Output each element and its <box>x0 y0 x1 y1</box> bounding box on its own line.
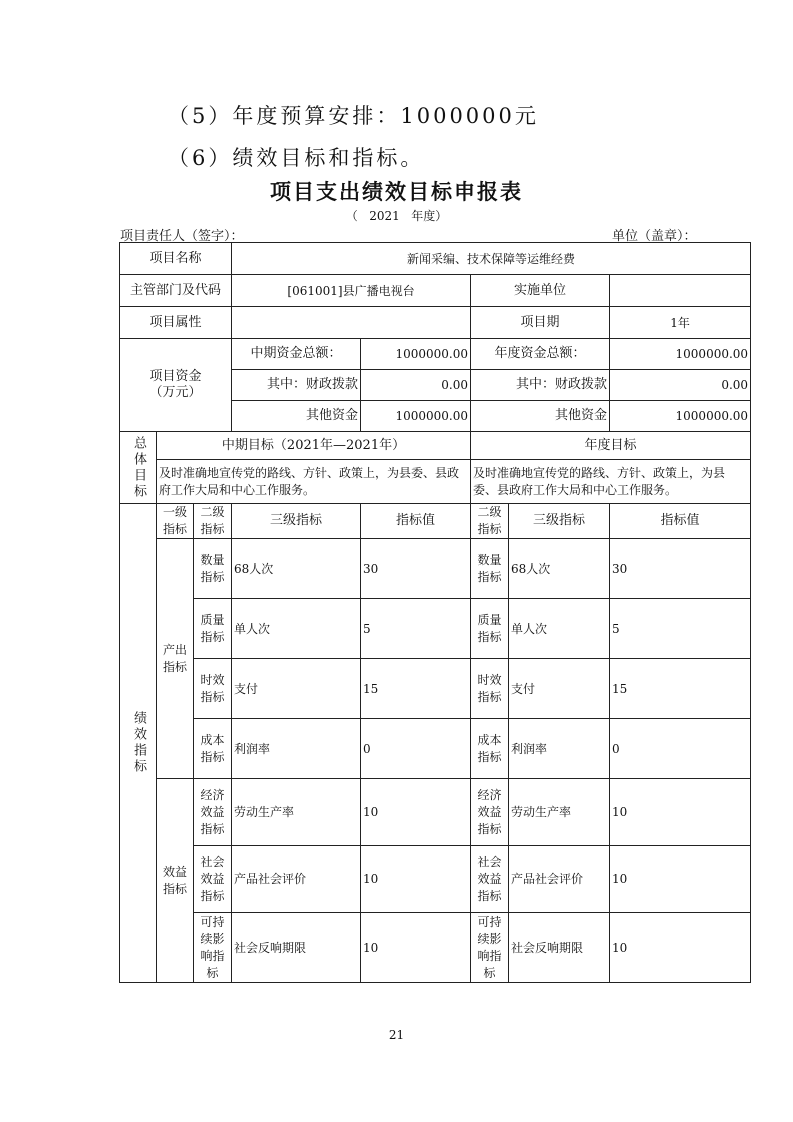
year-total-value: 1000000.00 <box>610 339 751 370</box>
row-l2-year: 成本指标 <box>471 719 509 779</box>
row-value: 0 <box>361 719 471 779</box>
col-l2-header-year: 二级指标 <box>471 504 509 539</box>
row-l2: 时效指标 <box>194 659 232 719</box>
row-l2-year: 时效指标 <box>471 659 509 719</box>
mid-other-label: 其他资金 <box>232 401 361 432</box>
row-l3: 支付 <box>232 659 361 719</box>
row-l3-year: 产品社会评价 <box>509 846 610 913</box>
col-l3-header: 三级指标 <box>232 504 361 539</box>
unit-label: 单位（盖章）： <box>612 229 697 244</box>
period-value: 1年 <box>610 307 751 339</box>
performance-form-table <box>119 242 751 983</box>
year-fiscal-value: 0.00 <box>610 370 751 401</box>
row-l3: 产品社会评价 <box>232 846 361 913</box>
row-value-year: 15 <box>610 659 751 719</box>
col-l1-header: 一级指标 <box>157 504 194 539</box>
row-l3: 68人次 <box>232 539 361 599</box>
row-l2-year: 可持续影响指标 <box>471 913 509 983</box>
row-l3: 利润率 <box>232 719 361 779</box>
perf-indicators-label: 绩效指标 <box>131 711 146 775</box>
attr-value <box>232 307 471 339</box>
row-value-year: 5 <box>610 599 751 659</box>
funds-label: 项目资金 （万元） <box>120 339 232 432</box>
year-other-label: 其他资金 <box>471 401 610 432</box>
mid-total-value: 1000000.00 <box>361 339 471 370</box>
row-l3: 社会反响期限 <box>232 913 361 983</box>
mid-goal-label: 中期目标（2021年—2021年） <box>157 432 471 460</box>
mid-goal-text: 及时准确地宣传党的路线、方针、政策上，为县委、县政府工作大局和中心工作服务。 <box>157 460 471 504</box>
dept-label: 主管部门及代码 <box>120 275 232 307</box>
row-l2: 数量指标 <box>194 539 232 599</box>
row-value: 10 <box>361 779 471 846</box>
year-goal-text: 及时准确地宣传党的路线、方针、政策上，为县委、县政府工作大局和中心工作服务。 <box>471 460 751 504</box>
col-l3-header-year: 三级指标 <box>509 504 610 539</box>
period-label: 项目期 <box>471 307 610 339</box>
row-l3-year: 单人次 <box>509 599 610 659</box>
budget-heading: （5）年度预算安排：1000000元 <box>168 104 539 128</box>
row-l3-year: 利润率 <box>509 719 610 779</box>
row-value: 30 <box>361 539 471 599</box>
row-l3-year: 支付 <box>509 659 610 719</box>
group-output: 产出指标 <box>157 539 194 779</box>
dept-value: [061001]县广播电视台 <box>232 275 471 307</box>
row-value-year: 10 <box>610 913 751 983</box>
group-benefit: 效益指标 <box>157 779 194 983</box>
row-l2: 经济效益指标 <box>194 779 232 846</box>
row-l2-year: 质量指标 <box>471 599 509 659</box>
impl-unit-label: 实施单位 <box>471 275 610 307</box>
year-fiscal-label: 其中：财政拨款 <box>471 370 610 401</box>
row-value: 10 <box>361 846 471 913</box>
row-l2: 社会效益指标 <box>194 846 232 913</box>
form-year: （ 2021 年度） <box>345 209 448 223</box>
row-l3-year: 68人次 <box>509 539 610 599</box>
col-l2-header: 二级指标 <box>194 504 232 539</box>
overall-goal-label: 总体目标 <box>131 435 146 500</box>
col-value-header: 指标值 <box>361 504 471 539</box>
row-value-year: 10 <box>610 846 751 913</box>
mid-fiscal-value: 0.00 <box>361 370 471 401</box>
impl-unit-value <box>610 275 751 307</box>
attr-label: 项目属性 <box>120 307 232 339</box>
form-title: 项目支出绩效目标申报表 <box>270 180 523 204</box>
page-number: 21 <box>388 1028 405 1042</box>
row-l2: 可持续影响指标 <box>194 913 232 983</box>
project-name-label: 项目名称 <box>120 243 232 275</box>
row-l3-year: 社会反响期限 <box>509 913 610 983</box>
mid-other-value: 1000000.00 <box>361 401 471 432</box>
year-other-value: 1000000.00 <box>610 401 751 432</box>
mid-fiscal-label: 其中：财政拨款 <box>232 370 361 401</box>
row-value-year: 30 <box>610 539 751 599</box>
row-l2-year: 经济效益指标 <box>471 779 509 846</box>
row-l3-year: 劳动生产率 <box>509 779 610 846</box>
row-value: 15 <box>361 659 471 719</box>
row-l2: 质量指标 <box>194 599 232 659</box>
row-value: 10 <box>361 913 471 983</box>
row-l3: 劳动生产率 <box>232 779 361 846</box>
row-value-year: 10 <box>610 779 751 846</box>
row-value: 5 <box>361 599 471 659</box>
row-l2-year: 数量指标 <box>471 539 509 599</box>
row-l2-year: 社会效益指标 <box>471 846 509 913</box>
year-goal-label: 年度目标 <box>471 432 751 460</box>
year-total-label: 年度资金总额： <box>471 339 610 370</box>
row-value-year: 0 <box>610 719 751 779</box>
mid-total-label: 中期资金总额： <box>232 339 361 370</box>
row-l3: 单人次 <box>232 599 361 659</box>
goals-heading: （6）绩效目标和指标。 <box>168 146 425 170</box>
col-value-header-year: 指标值 <box>610 504 751 539</box>
responsible-label: 项目责任人（签字）： <box>120 229 244 244</box>
row-l2: 成本指标 <box>194 719 232 779</box>
project-name-value: 新闻采编、技术保障等运维经费 <box>232 243 751 275</box>
